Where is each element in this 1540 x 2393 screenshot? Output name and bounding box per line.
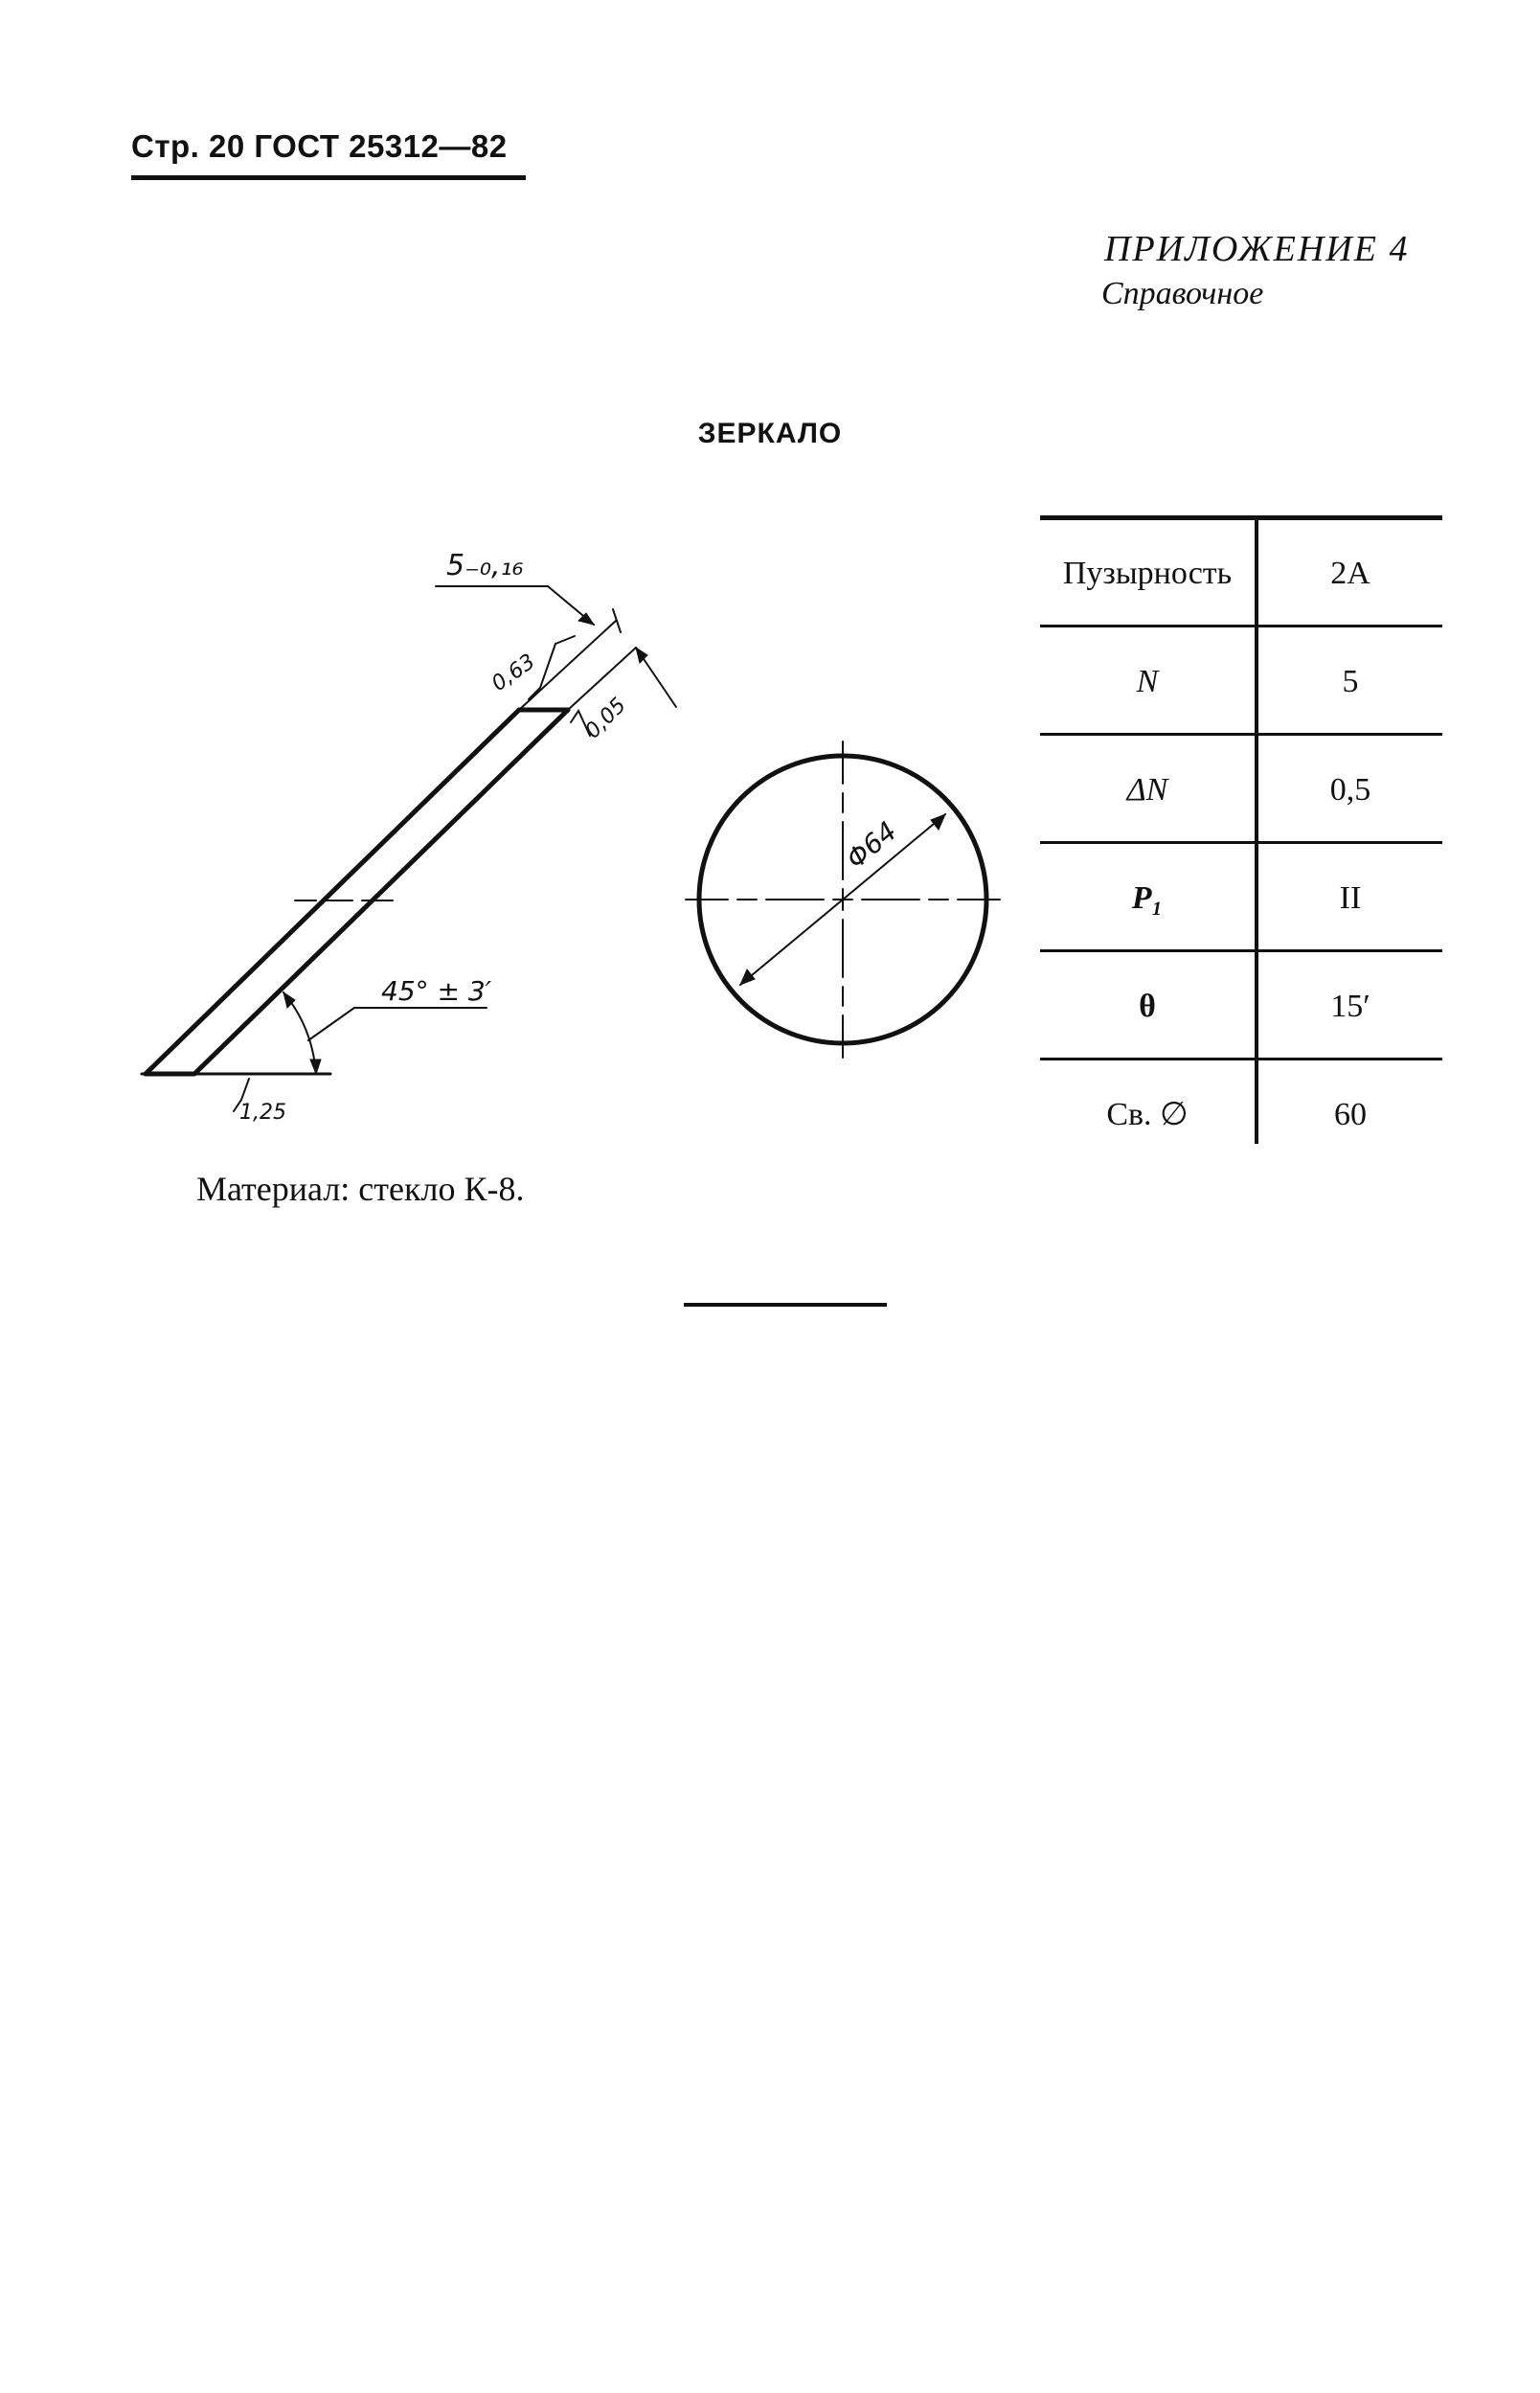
param-value: 5 (1342, 664, 1359, 699)
param-name: θ (1139, 989, 1156, 1024)
appendix-title: ПРИЛОЖЕНИЕ 4 (1104, 229, 1410, 269)
param-value: 15′ (1330, 989, 1370, 1024)
param-name: N (1136, 664, 1159, 699)
param-name: ΔN (1126, 772, 1168, 808)
table-row (1040, 1060, 1442, 1169)
material-note: Материал: стекло К-8. (196, 1170, 525, 1208)
document-title: ЗЕРКАЛО (697, 418, 843, 449)
param-value: 60 (1334, 1097, 1367, 1132)
diameter-dim-label: Φ64 (840, 815, 903, 876)
end-rule (684, 1303, 887, 1307)
param-name: Св. ∅ (1106, 1097, 1189, 1132)
param-name: P₁ (1131, 880, 1164, 916)
thickness-dim-label: 5₋₀,₁₆ (446, 549, 524, 582)
roughness-side-label: 0,05 (580, 693, 631, 744)
param-value: II (1339, 880, 1362, 916)
table-row (1040, 952, 1442, 1060)
param-value: 0,5 (1329, 772, 1371, 808)
param-value: 2А (1330, 556, 1370, 591)
table-row (1040, 844, 1442, 952)
mirror-front-view (686, 741, 1000, 1058)
header-text: Стр. 20 ГОСТ 25312—82 (131, 128, 508, 164)
thickness-dimension (436, 586, 676, 707)
table-row (1040, 519, 1442, 627)
appendix-subtitle: Справочное (1101, 276, 1264, 311)
table-row (1040, 627, 1442, 736)
table-row (1040, 736, 1442, 844)
roughness-top-label: 0,63 (487, 650, 540, 696)
angle-dim-label: 45° ± 3′ (381, 975, 492, 1007)
param-name: Пузырность (1062, 556, 1233, 591)
roughness-bottom-label: 1,25 (239, 1101, 286, 1125)
